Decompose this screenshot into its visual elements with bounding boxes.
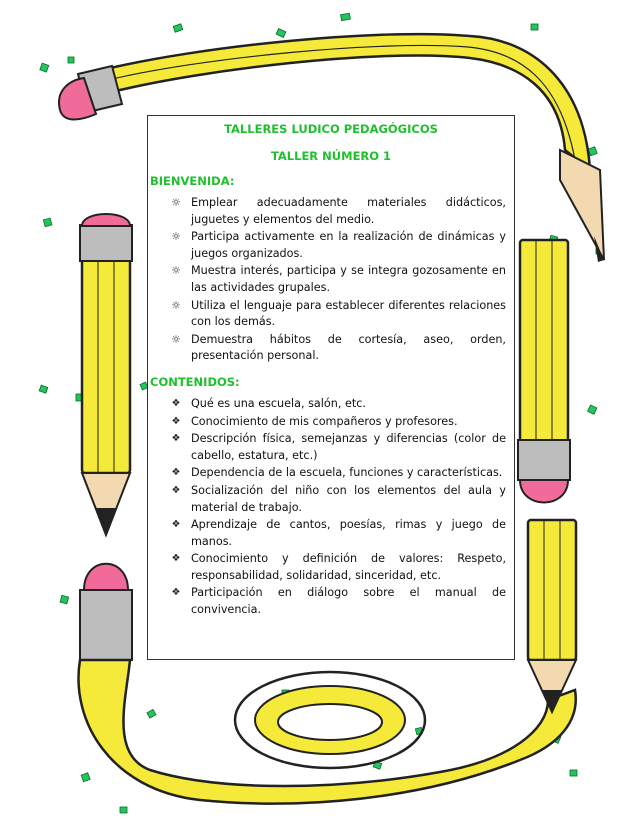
- list-item-text: Qué es una escuela, salón, etc.: [191, 396, 366, 410]
- sun-icon: ☼: [171, 332, 181, 346]
- document-subtitle: TALLER NÚMERO 1: [270, 149, 392, 163]
- list-item: [168, 298, 506, 331]
- list-item: [168, 396, 506, 413]
- sun-icon: ☼: [171, 196, 181, 209]
- list-item-text: Muestra interés, participa y se integra gozosamente en las actividades grupales.: [191, 264, 506, 294]
- list-item-text: Dependencia de la escuela, funciones y características.: [191, 466, 503, 480]
- list-item-text: Utiliza el lenguaje para establecer diferentes relaciones con los demás.: [191, 298, 506, 329]
- document-title: TALLERES LUDICO PEDAGÓGICOS: [224, 122, 438, 136]
- list-item: [168, 483, 506, 516]
- list-item-text: Socialización del niño con los elementos del aula y material de trabajo.: [191, 483, 506, 514]
- list-item-text: Conocimiento y definición de valores: Respeto, responsabilidad, solidaridad, sinceridad, etc.: [191, 552, 506, 582]
- list-item-text: Participa activamente en la realización de dinámicas y juegos organizados.: [191, 230, 506, 260]
- welcome-list: [156, 195, 506, 365]
- list-item: [168, 414, 506, 431]
- list-item: [168, 585, 506, 618]
- diamond-icon: ❖: [171, 553, 181, 565]
- list-item: [168, 332, 506, 365]
- list-item: [168, 517, 506, 550]
- sun-icon: ☼: [171, 298, 181, 312]
- list-item: [168, 431, 506, 464]
- diamond-icon: ❖: [171, 397, 181, 409]
- welcome-heading: BIENVENIDA:: [150, 174, 235, 188]
- list-item: [168, 465, 506, 482]
- list-item-text: Demuestra hábitos de cortesía, aseo, orden, presentación personal.: [191, 332, 506, 363]
- list-item-text: Aprendizaje de cantos, poesías, rimas y juego de manos.: [191, 518, 506, 548]
- list-item-text: Emplear adecuadamente materiales didácticos, juguetes y elementos del medio.: [191, 196, 506, 226]
- right-upper-pencil-illustration: [518, 240, 570, 503]
- diamond-icon: ❖: [171, 519, 181, 531]
- contents-heading: CONTENIDOS:: [150, 374, 240, 389]
- diamond-icon: ❖: [171, 467, 181, 479]
- list-item: [168, 263, 506, 296]
- diamond-icon: ❖: [171, 587, 181, 599]
- contents-list: [156, 396, 506, 619]
- list-item-text: Participación en diálogo sobre el manual de convivencia.: [191, 586, 506, 617]
- diamond-icon: ❖: [171, 415, 181, 427]
- list-item: [168, 229, 506, 262]
- sun-icon: ☼: [171, 230, 181, 244]
- diamond-icon: ❖: [171, 433, 181, 445]
- list-item-text: Conocimiento de mis compañeros y profesores.: [191, 414, 458, 428]
- list-item: [168, 195, 506, 228]
- diamond-icon: ❖: [171, 484, 181, 496]
- right-lower-pencil-illustration: [528, 520, 576, 712]
- document-content: [147, 115, 515, 660]
- list-item-text: Descripción física, semejanzas y diferencias (color de cabello, estatura, etc.): [191, 432, 506, 462]
- left-upper-pencil-illustration: [80, 214, 132, 535]
- sun-icon: ☼: [171, 264, 181, 278]
- list-item: [168, 551, 506, 584]
